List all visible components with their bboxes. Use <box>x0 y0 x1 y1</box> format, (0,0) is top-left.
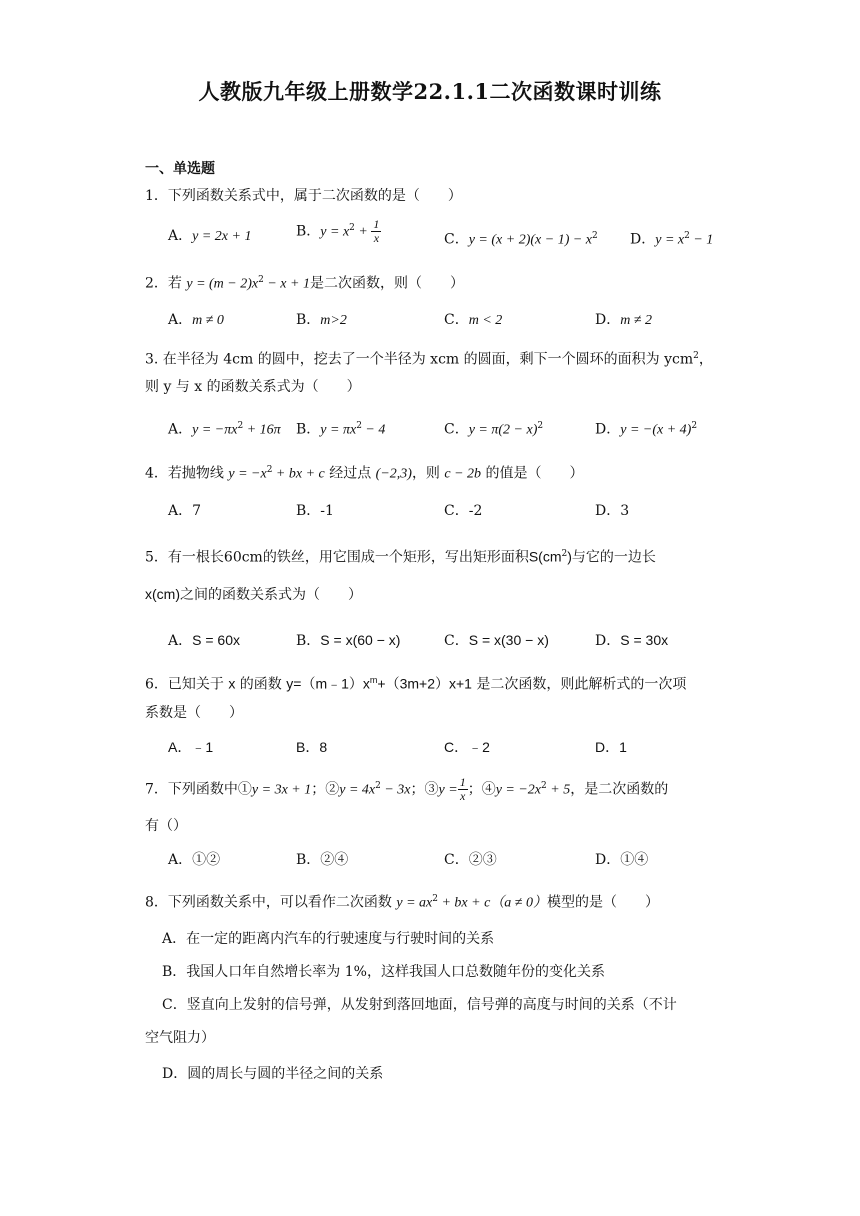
stem-text: 是二次函数，则（ ） <box>309 275 464 292</box>
stem-math: y = 4x <box>339 782 376 798</box>
stem-text: 之间的函数关系式为（ ） <box>180 587 362 603</box>
exponent: 2 <box>356 421 362 431</box>
stem-math: + bx + c <box>272 466 325 482</box>
question-7-option-a: A．①② <box>168 852 221 868</box>
question-2-option-d <box>595 310 652 331</box>
question-3-option-b <box>296 416 385 441</box>
option-math: − 1 <box>689 232 714 248</box>
exponent: 2 <box>375 781 381 791</box>
exponent: 2 <box>349 223 355 233</box>
option-label: A． <box>168 421 193 438</box>
question-2-option-a <box>168 310 224 331</box>
stem-text: 的函数 <box>235 676 287 693</box>
question-8-option-b: B．我国人口年自然增长率为 1%，这样我国人口总数随年份的变化关系 <box>162 964 605 980</box>
option-label: B． <box>296 312 321 328</box>
question-4-option-d: D．3 <box>595 503 630 519</box>
option-math: y = 2x + 1 <box>192 229 252 244</box>
question-7-option-c: C．②③ <box>444 852 497 868</box>
option-math: y = x <box>655 232 685 248</box>
question-7-option-b: B．②④ <box>296 852 349 868</box>
stem-math: y = −x <box>228 466 267 482</box>
option-math: y = π(2 − x) <box>468 422 538 438</box>
question-4-option-a: A．7 <box>168 503 202 519</box>
option-math: m>2 <box>320 313 347 328</box>
stem-math: y = 3x + 1 <box>251 782 312 798</box>
question-6-option-a: A．﹣1 <box>168 739 214 755</box>
exponent: 2 <box>592 231 598 241</box>
question-6-option-d: D．1 <box>595 739 627 755</box>
option-label: C． <box>444 421 469 438</box>
question-5-option-c <box>444 630 549 651</box>
option-math: y = −πx <box>192 422 238 438</box>
option-math: y = −(x + 4) <box>620 422 692 438</box>
option-label: A． <box>168 633 193 649</box>
question-3-option-d <box>595 416 697 441</box>
option-math: + <box>354 224 372 240</box>
option-label: D． <box>595 312 621 328</box>
question-1-stem: 1．下列函数关系式中，属于二次函数的是（ ） <box>145 188 462 204</box>
question-6-stem-line-2: 系数是（ ） <box>145 705 243 721</box>
question-5-option-d <box>595 630 668 651</box>
option-label: D． <box>595 421 621 438</box>
option-label: A． <box>168 312 193 328</box>
stem-text: 是二次函数，则此解析式的一次项 <box>471 676 687 693</box>
exponent: 2 <box>693 351 699 361</box>
exponent: 2 <box>541 781 547 791</box>
exponent: 2 <box>237 421 244 431</box>
fraction <box>371 218 381 245</box>
stem-math: x <box>228 675 236 692</box>
question-3-stem-line-1 <box>145 346 713 370</box>
question-4-option-c: C．-2 <box>444 503 483 519</box>
fraction-numerator: 1 <box>459 775 466 790</box>
exponent: 2 <box>691 421 698 431</box>
option-label: D． <box>630 231 656 248</box>
stem-text: 2．若 <box>145 275 187 292</box>
stem-text: 3. 在半径为 4cm 的圆中，挖去了一个半径为 xcm 的圆面，剩下一个圆环的面积为 ycm <box>145 351 694 368</box>
question-8-option-a: A．在一定的距离内汽车的行驶速度与行驶时间的关系 <box>162 931 495 947</box>
section-heading: 一、单选题 <box>145 161 215 177</box>
question-1-option-a <box>168 226 251 247</box>
stem-math: （a ≠ 0） <box>490 895 547 911</box>
fraction-denominator: x <box>373 231 380 246</box>
option-label: B． <box>296 633 321 649</box>
stem-text: 7．下列函数中① <box>145 781 252 798</box>
option-label: B． <box>296 421 321 438</box>
stem-math: c − 2b <box>444 466 482 482</box>
exponent: 2 <box>684 231 690 241</box>
question-5-stem-line-1 <box>145 544 656 568</box>
exponent: 2 <box>258 275 264 285</box>
exponent: 2 <box>432 894 438 904</box>
question-1-option-b <box>296 218 381 245</box>
option-math: m ≠ 0 <box>192 313 224 328</box>
question-8-option-c-line-2: 空气阻力） <box>145 1030 215 1046</box>
question-4-stem <box>145 460 584 485</box>
stem-math: y = (m − 2)x <box>186 276 259 292</box>
stem-text: ；③ <box>410 781 439 798</box>
stem-text: 4．若抛物线 <box>145 465 229 482</box>
fraction-numerator: 1 <box>373 217 380 232</box>
question-7-option-d: D．①④ <box>595 852 649 868</box>
document-title: 人教版九年级上册数学22.1.1二次函数课时训练 <box>198 79 662 104</box>
option-label: C． <box>444 312 469 328</box>
question-1-option-d <box>630 226 713 251</box>
stem-math: − x + 1 <box>263 276 310 292</box>
stem-text: 经过点 <box>324 465 376 482</box>
option-math: + 16π <box>243 422 281 438</box>
stem-text: ，则 <box>411 465 445 482</box>
question-1-option-c <box>444 226 598 251</box>
question-5-option-b <box>296 630 400 651</box>
stem-text: 与它的一边长 <box>571 549 656 566</box>
stem-math: (−2,3) <box>375 466 412 482</box>
question-8-stem <box>145 889 659 914</box>
option-math: y = x <box>320 224 350 240</box>
stem-text: ，是二次函数的 <box>570 781 669 798</box>
fraction <box>458 776 468 803</box>
stem-math: ) <box>567 548 572 565</box>
stem-math: y = <box>438 782 458 798</box>
stem-math: y = ax <box>396 895 433 911</box>
stem-math: y=（m﹣1）x <box>286 675 370 692</box>
stem-math: + 5 <box>546 782 571 798</box>
option-label: C． <box>444 231 469 248</box>
question-7-stem-line-1 <box>145 776 668 803</box>
question-6-option-b: B．8 <box>296 739 328 755</box>
exponent: m <box>369 675 378 685</box>
option-math: S = 60x <box>192 632 240 648</box>
question-3-option-a <box>168 416 281 441</box>
question-8-option-d: D．圆的周长与圆的半径之间的关系 <box>162 1066 384 1082</box>
option-math: m ≠ 2 <box>620 313 653 328</box>
stem-text: 5．有一根长60cm的铁丝，用它围成一个矩形，写出矩形面积 <box>145 549 529 566</box>
option-math: − 4 <box>361 422 386 438</box>
stem-text: 6．已知关于 <box>145 676 229 693</box>
stem-text: 8．下列函数关系中，可以看作二次函数 <box>145 894 397 911</box>
stem-math: x(cm) <box>145 586 180 602</box>
question-5-stem-line-2 <box>145 584 362 605</box>
option-math: y = πx <box>320 422 357 438</box>
exponent: 2 <box>266 465 273 475</box>
question-2-option-b <box>296 310 347 331</box>
option-math: S = x(60 − x) <box>320 632 401 648</box>
option-math: S = 30x <box>620 632 669 648</box>
question-6-stem-line-1 <box>145 670 686 695</box>
stem-text: ；② <box>311 781 340 798</box>
exponent: 2 <box>561 549 568 559</box>
stem-text: ；④ <box>467 781 496 798</box>
option-label: B． <box>296 223 321 240</box>
option-label: C． <box>444 633 469 649</box>
question-2-stem <box>145 270 464 295</box>
fraction-denominator: x <box>460 789 466 804</box>
stem-math: +（3m+2）x+1 <box>377 675 472 692</box>
stem-text: ， <box>698 351 713 368</box>
option-label: A． <box>168 228 193 244</box>
stem-text: 模型的是（ ） <box>546 894 659 911</box>
question-2-option-c <box>444 310 502 331</box>
question-3-option-c <box>444 416 543 441</box>
question-4-option-b: B．-1 <box>296 503 334 519</box>
question-3-stem-line-2: 则 y 与 x 的函数关系式为（ ） <box>145 379 361 395</box>
question-6-option-c: C．﹣2 <box>444 739 490 755</box>
question-8-option-c-line-1: C．竖直向上发射的信号弹，从发射到落回地面，信号弹的高度与时间的关系（不计 <box>162 997 677 1013</box>
stem-math: − 3x <box>380 782 411 798</box>
stem-math: S(cm <box>528 548 562 565</box>
exponent: 2 <box>537 421 544 431</box>
option-math: m < 2 <box>468 313 503 328</box>
option-math: S = x(30 − x) <box>468 632 549 648</box>
stem-math: + bx + c <box>437 895 491 911</box>
question-7-stem-line-2: 有（） <box>145 818 187 834</box>
option-label: D． <box>595 633 621 649</box>
question-5-option-a <box>168 630 240 651</box>
option-math: y = (x + 2)(x − 1) − x <box>468 232 593 248</box>
stem-text: 的值是（ ） <box>481 465 584 482</box>
stem-math: y = −2x <box>495 782 542 798</box>
